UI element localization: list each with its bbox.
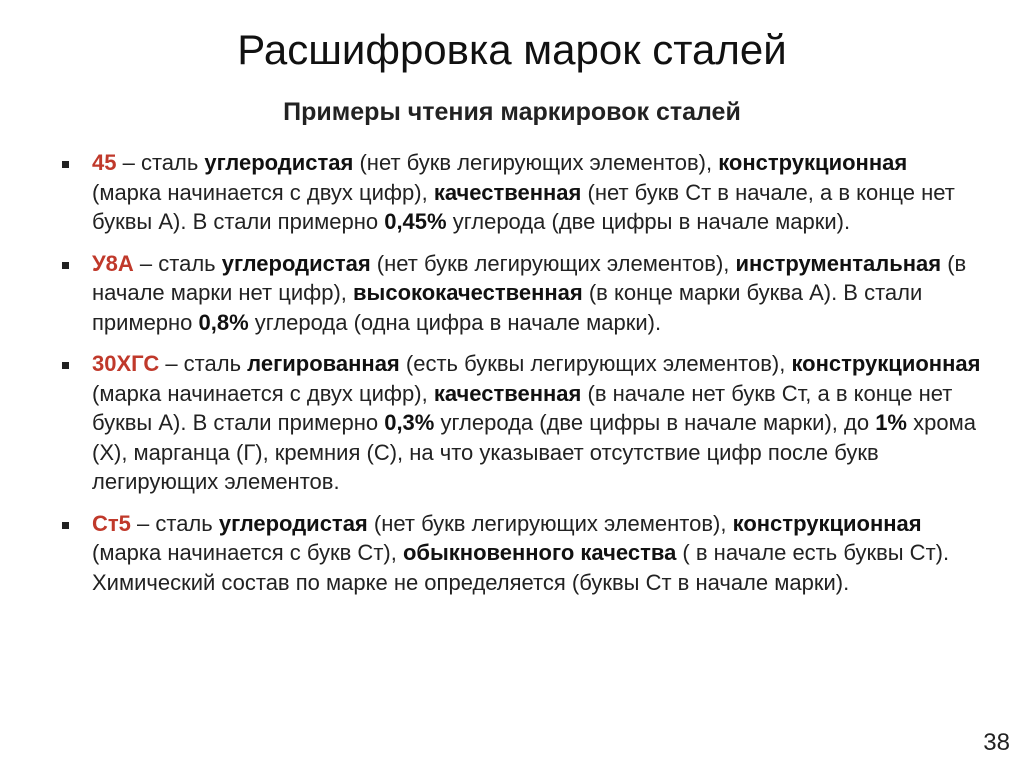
steel-grade-description: – сталь углеродистая (нет букв легирующих элементов), инструментальная (в начале марки нет цифр), высококачественная (в конце марки буква А). В стали примерно 0,8% углерода (одна цифра в начале марки). xyxy=(92,250,967,335)
emphasis-term: инструментальная xyxy=(735,250,942,276)
emphasis-term: конструкционная xyxy=(732,510,922,536)
square-bullet-icon xyxy=(62,522,69,529)
emphasis-term: 0,3% xyxy=(384,410,435,435)
emphasis-term: 0,45% xyxy=(384,209,447,234)
emphasis-term: качественная xyxy=(433,179,582,205)
list-item xyxy=(62,509,982,598)
emphasis-term: качественная xyxy=(433,380,582,406)
steel-grade-code: У8А xyxy=(92,250,134,276)
emphasis-term: углеродистая xyxy=(204,150,354,175)
steel-grade-description: – сталь легированная (есть буквы легирующих элементов), конструкционная (марка начинается с двух цифр), качественная (в начале нет букв Ст, а в конце нет буквы А). В стали примерно 0,3% углерода (две цифры в начале марки), до 1% хрома (Х), марганца (Г), кремния (С), на что указывает отсутствие цифр после букв легирующих элементов. xyxy=(92,351,981,494)
slide-subtitle: Примеры чтения маркировок сталей xyxy=(283,98,741,126)
steel-grade-description: – сталь углеродистая (нет букв легирующих элементов), конструкционная (марка начинается с букв Ст), обыкновенного качества ( в начале есть буквы Ст). Химический состав по марке не определяется (буквы Ст в начале марки). xyxy=(92,510,950,595)
square-bullet-icon xyxy=(62,362,69,369)
steel-grade-code: 45 xyxy=(92,150,117,175)
emphasis-term: 0,8% xyxy=(198,309,249,335)
emphasis-term: 1% xyxy=(875,410,907,435)
emphasis-term: углеродистая xyxy=(221,250,371,276)
emphasis-term: легированная xyxy=(247,351,400,376)
square-bullet-icon xyxy=(62,262,69,269)
emphasis-term: высококачественная xyxy=(353,280,583,305)
slide-title: Расшифровка марок сталей xyxy=(237,26,787,73)
square-bullet-icon xyxy=(62,161,69,168)
emphasis-term: углеродистая xyxy=(218,510,368,536)
steel-grade-description: – сталь углеродистая (нет букв легирующих элементов), конструкционная (марка начинается с двух цифр), качественная (нет букв Ст в начале, а в конце нет буквы А). В стали примерно 0,45% углерода (две цифры в начале марки). xyxy=(92,150,955,234)
page-number: 38 xyxy=(983,729,1010,756)
bullet-list xyxy=(62,148,982,609)
emphasis-term: конструкционная xyxy=(718,150,908,175)
emphasis-term: конструкционная xyxy=(791,351,981,376)
emphasis-term: обыкновенного качества xyxy=(402,540,677,565)
steel-grade-code: 30ХГС xyxy=(92,351,160,376)
list-item xyxy=(62,249,982,338)
list-item xyxy=(62,148,982,237)
steel-grade-code: Ст5 xyxy=(92,510,131,536)
list-item xyxy=(62,349,982,497)
